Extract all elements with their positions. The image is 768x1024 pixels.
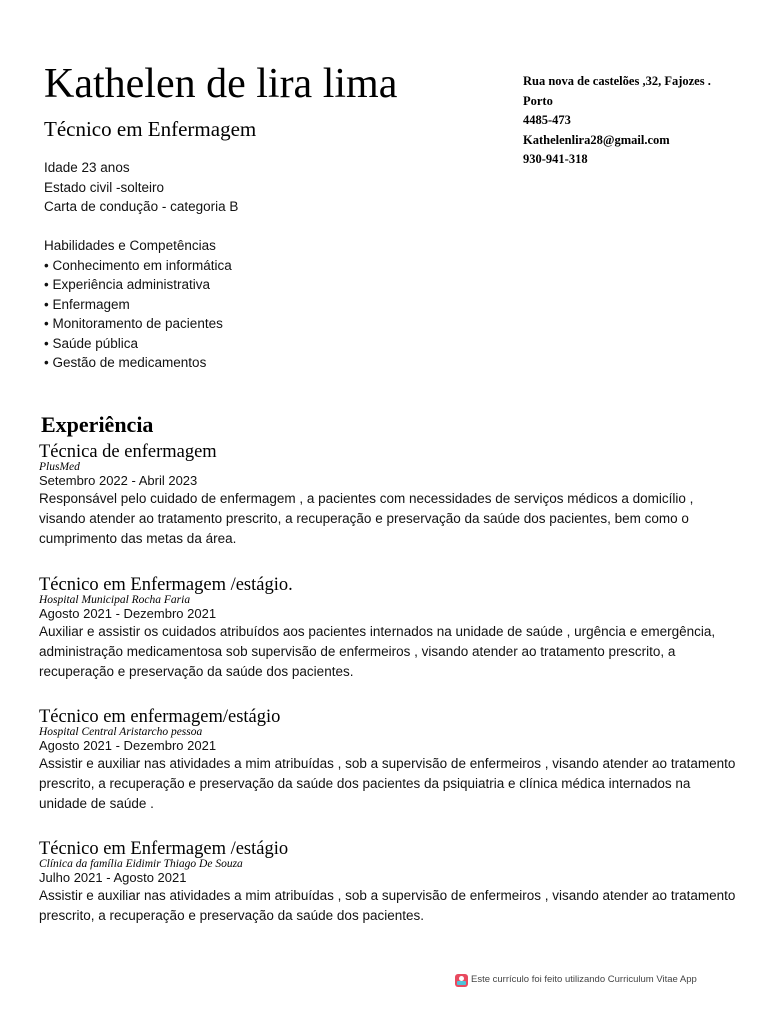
experience-description: Responsável pelo cuidado de enfermagem , a pacientes com necessidades de serviços médicos a domicílio , visando atender ao tratamento prescrito, a recuperação e preservação da saúde dos pacientes, bem como o cumprimento das metas da área. bbox=[39, 491, 694, 546]
experience-description: Auxiliar e assistir os cuidados atribuídos aos pacientes internados na unidade de saúde , urgência e emergência, administração medicamentosa sob supervisão de enfermeiros , visando atender ao tratamento prescrito, a recuperação e preservação da saúde dos pacientes. bbox=[39, 624, 716, 679]
experience-heading: Experiência bbox=[41, 412, 154, 437]
experience-company: Hospital Municipal Rocha Faria bbox=[39, 594, 191, 606]
skill-item: • Experiência administrativa bbox=[44, 275, 232, 295]
experience-company: Hospital Central Aristarcho pessoa bbox=[39, 726, 203, 738]
experience-dates: Agosto 2021 - Dezembro 2021 bbox=[39, 738, 217, 753]
skill-item: • Saúde pública bbox=[44, 334, 232, 354]
experience-title: Técnica de enfermagem bbox=[39, 442, 217, 462]
skills-section bbox=[44, 236, 232, 373]
skill-item: • Conhecimento em informática bbox=[44, 256, 232, 276]
skill-item: • Enfermagem bbox=[44, 295, 232, 315]
skill-item: • Monitoramento de pacientes bbox=[44, 314, 232, 334]
skills-list bbox=[44, 256, 232, 373]
experience-entry bbox=[39, 575, 739, 681]
personal-info bbox=[44, 158, 238, 217]
experience-dates: Julho 2021 - Agosto 2021 bbox=[39, 870, 187, 885]
experience-title: Técnico em Enfermagem /estágio. bbox=[39, 575, 293, 595]
age: Idade 23 anos bbox=[44, 160, 130, 175]
experience-company: PlusMed bbox=[39, 461, 80, 473]
postal-code: 4485-473 bbox=[523, 113, 571, 127]
experience-title: Técnico em Enfermagem /estágio bbox=[39, 839, 289, 859]
experience-dates: Setembro 2022 - Abril 2023 bbox=[39, 473, 198, 488]
experience-entry bbox=[39, 442, 739, 548]
footer-note bbox=[455, 973, 697, 987]
address-line-2: Porto bbox=[523, 93, 553, 108]
driving-license: Carta de condução - categoria B bbox=[44, 199, 239, 214]
experience-description: Assistir e auxiliar nas atividades a mim atribuídas , sob a supervisão de enfermeiros , visando atender ao tratamento prescrito, a recuperação e preservação da saúde dos pacientes. bbox=[39, 888, 736, 923]
experience-description: Assistir e auxiliar nas atividades a mim atribuídas , sob a supervisão de enfermeiros , visando atender ao tratamento prescrito, a recuperação e preservação da saúde dos pacientes da psiquiatria e clínica médica internados na unidade de saúde . bbox=[39, 756, 736, 811]
footer-text: Este currículo foi feito utilizando Curriculum Vitae App bbox=[471, 974, 697, 985]
curriculum-app-icon bbox=[455, 974, 468, 987]
email: Kathelenlira28@gmail.com bbox=[523, 132, 670, 147]
civil-status: Estado civil -solteiro bbox=[44, 179, 165, 195]
phone: 930-941-318 bbox=[523, 152, 588, 166]
experience-company: Clínica da família Eidimir Thiago De Souza bbox=[39, 858, 243, 870]
skill-item: • Gestão de medicamentos bbox=[44, 353, 232, 373]
experience-entry bbox=[39, 839, 739, 926]
experience-dates: Agosto 2021 - Dezembro 2021 bbox=[39, 606, 217, 621]
experience-entry bbox=[39, 707, 739, 813]
skills-heading: Habilidades e Competências bbox=[44, 238, 216, 253]
candidate-name: Kathelen de lira lima bbox=[44, 61, 398, 107]
experience-title: Técnico em enfermagem/estágio bbox=[39, 707, 281, 727]
job-title: Técnico em Enfermagem bbox=[44, 117, 257, 141]
contact-block bbox=[523, 72, 758, 170]
address-line-1: Rua nova de castelões ,32, Fajozes . bbox=[523, 74, 711, 88]
